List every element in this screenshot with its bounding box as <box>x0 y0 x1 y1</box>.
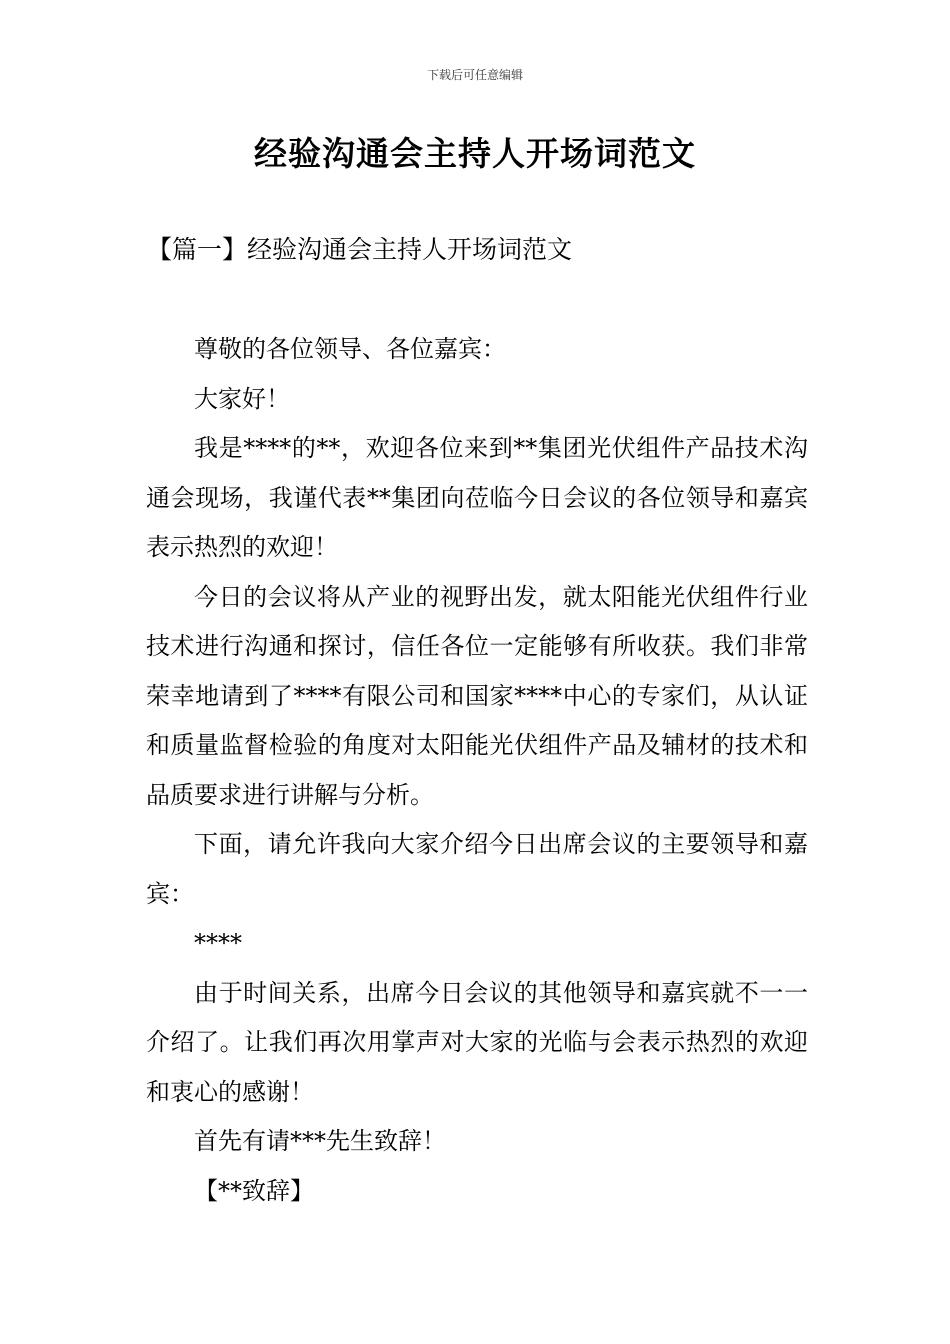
paragraph-welcome: 我是****的**，欢迎各位来到**集团光伏组件产品技术沟通会现场，我谨代表**集团向莅临今日会议的各位领导和嘉宾表示热烈的欢迎！ <box>146 434 808 561</box>
header-note: 下载后可任意编辑 <box>426 68 523 82</box>
paragraph-greeting: 大家好！ <box>194 384 290 413</box>
paragraph-speech-marker: 【**致辞】 <box>194 1176 314 1205</box>
paragraph-meeting-intro: 今日的会议将从产业的视野出发，就太阳能光伏组件行业技术进行沟通和探讨，信任各位一定能够有所收获。我们非常荣幸地请到了****有限公司和国家****中心的专家们，从认证和质量监督检验的角度对太阳能光伏组件产品及辅材的技术和品质要求进行讲解与分析。 <box>146 582 808 809</box>
document-body <box>146 325 808 1216</box>
paragraph-thanks: 由于时间关系，出席今日会议的其他领导和嘉宾就不一一介绍了。让我们再次用掌声对大家的光临与会表示热烈的欢迎和衷心的感谢！ <box>146 978 808 1106</box>
paragraph-salutation: 尊敬的各位领导、各位嘉宾： <box>194 335 506 363</box>
paragraph-invite-speech: 首先有请***先生致辞！ <box>194 1127 446 1155</box>
paragraph-introduce-guests: 下面，请允许我向大家介绍今日出席会议的主要领导和嘉宾： <box>146 830 808 908</box>
section-heading: 【篇一】经验沟通会主持人开场词范文 <box>147 235 573 264</box>
paragraph-guest-list: **** <box>194 929 242 957</box>
document-title: 经验沟通会主持人开场词范文 <box>254 134 696 173</box>
